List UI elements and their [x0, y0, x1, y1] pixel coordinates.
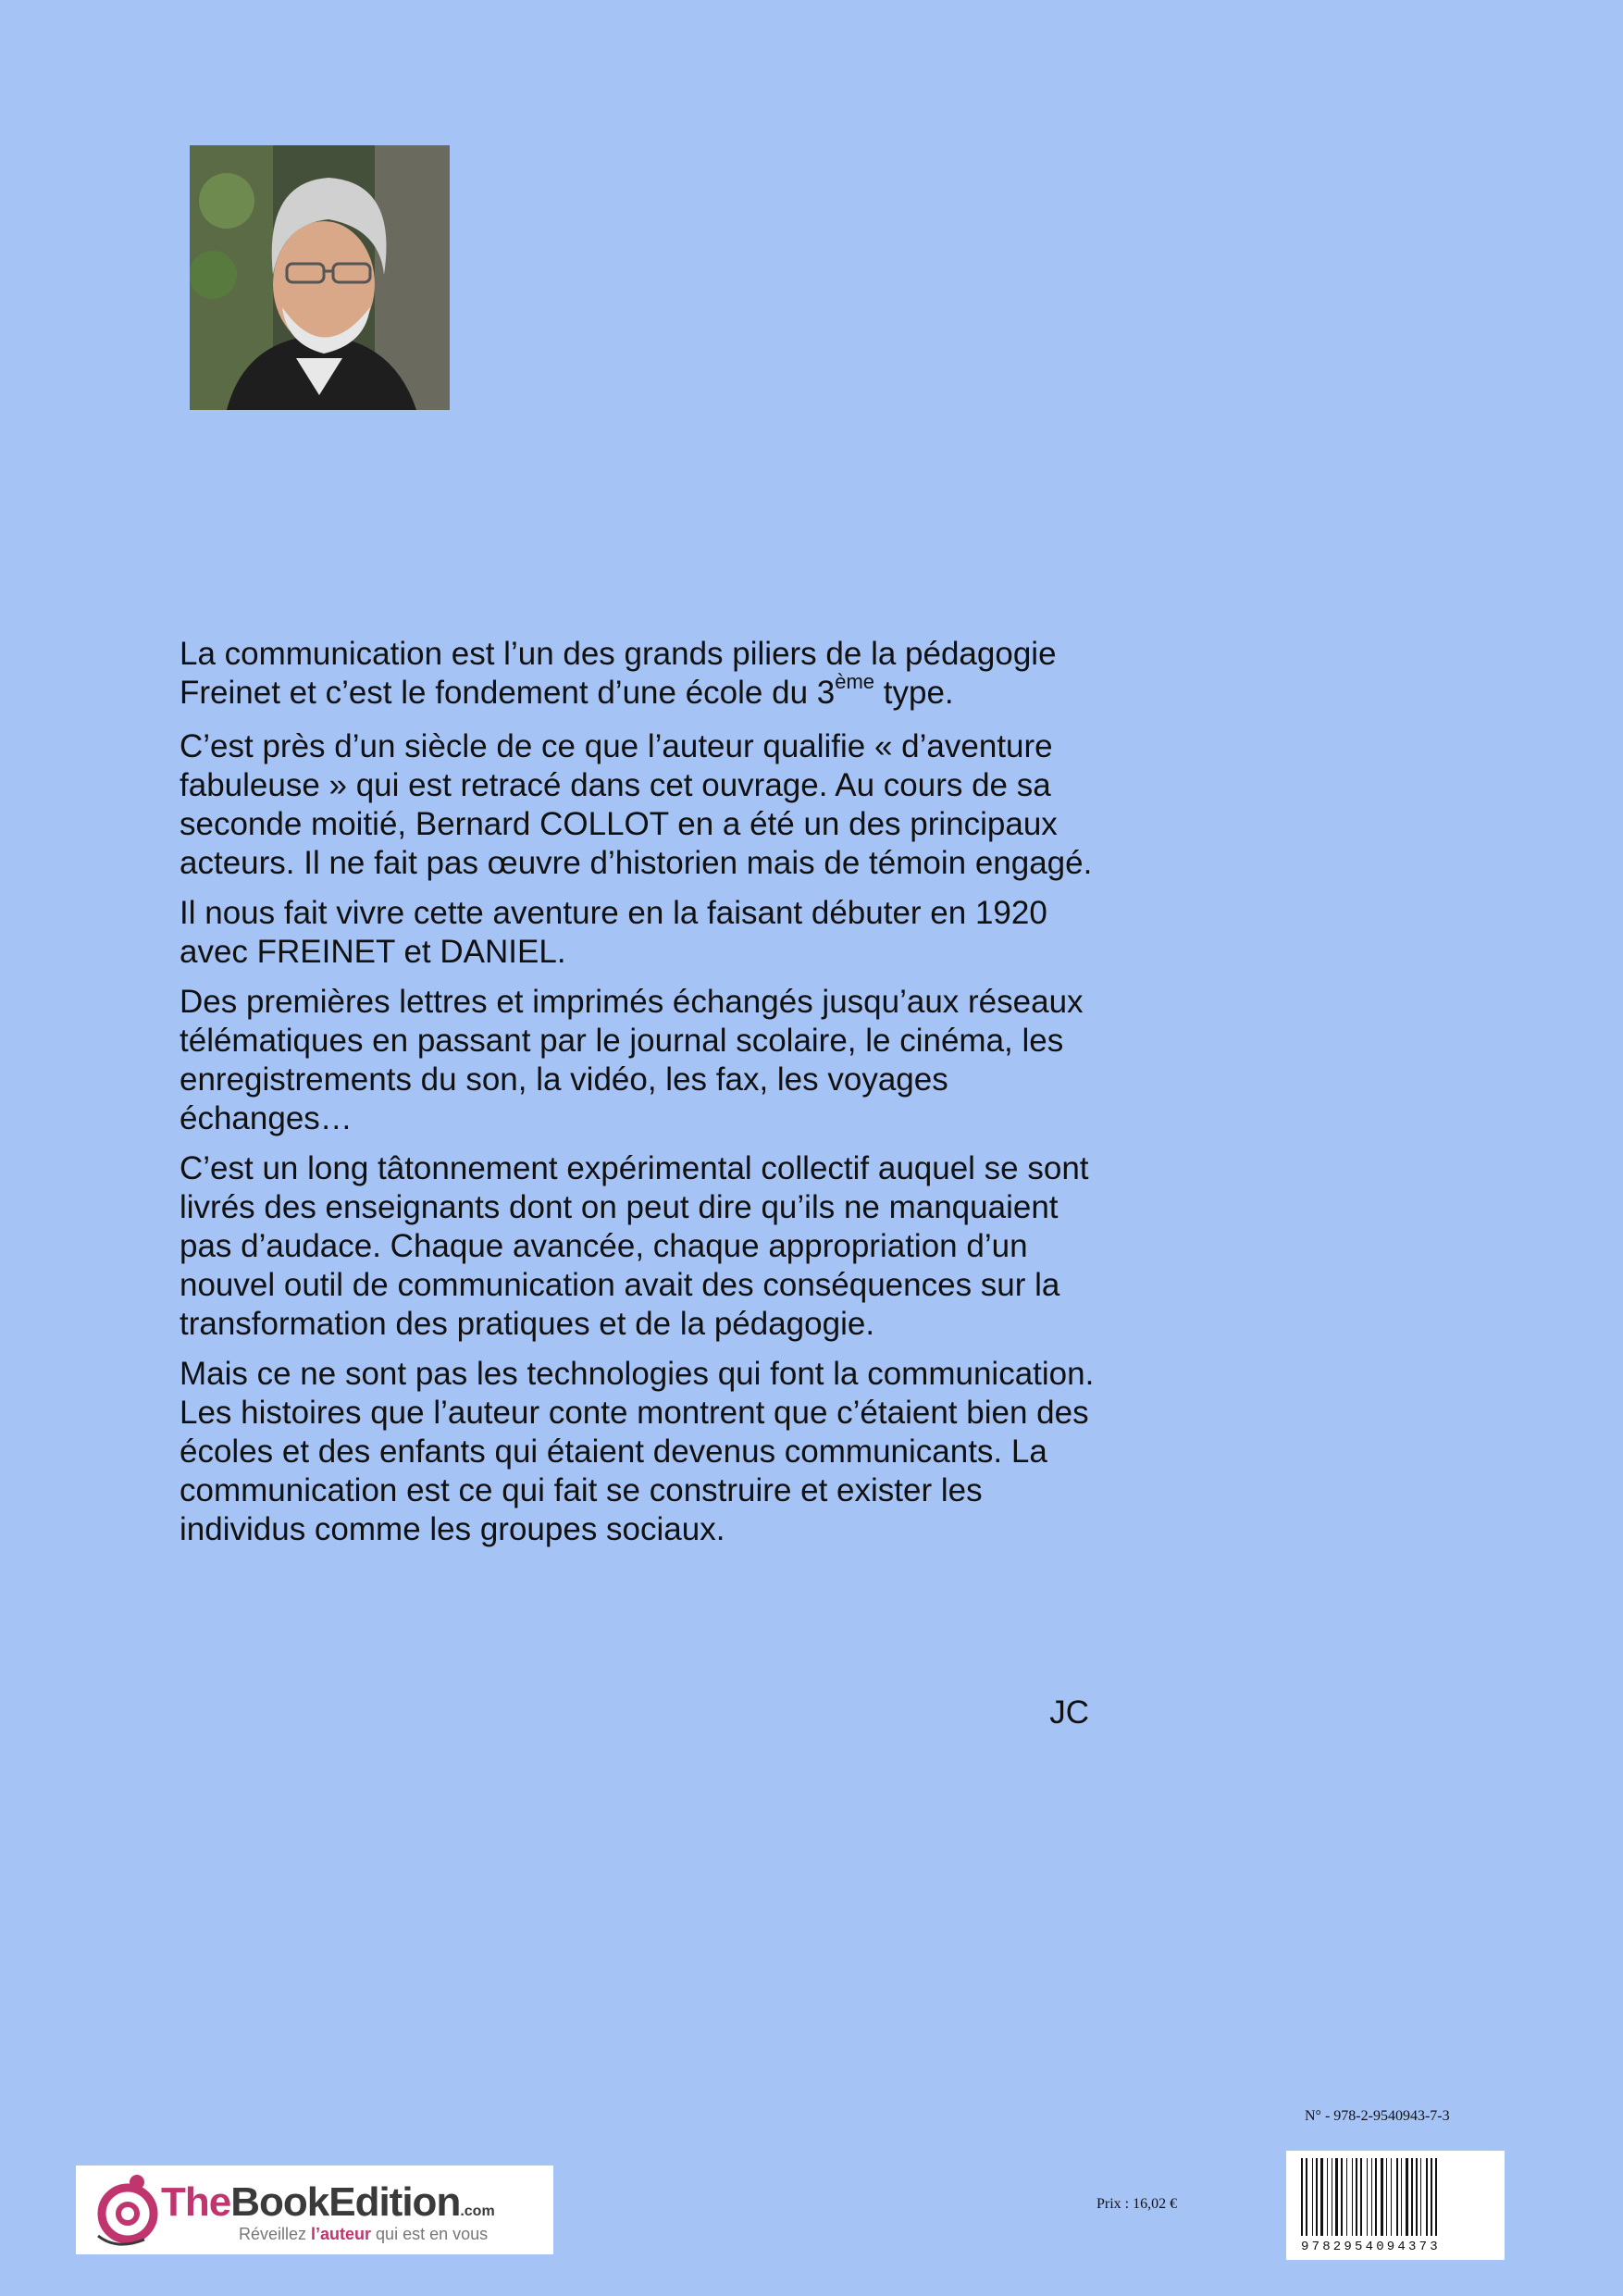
publisher-mark-icon — [89, 2171, 167, 2249]
tagline-start: Réveillez — [239, 2225, 312, 2243]
publisher-name-the: The — [161, 2179, 231, 2225]
publisher-logo — [76, 2166, 553, 2254]
paragraph-4: Des premières lettres et imprimés échangés jusqu’aux réseaux télématiques en passant par le journal scolaire, le cinéma, les enregistrements du son, la vidéo, les fax, les voyages échanges… — [180, 984, 1084, 1136]
author-photo — [190, 145, 450, 410]
paragraph-1-superscript: ème — [835, 670, 875, 693]
price-label: Prix : 16,02 € — [1096, 2196, 1178, 2212]
tagline-end: qui est en vous — [371, 2225, 489, 2243]
paragraph-2: C’est près d’un siècle de ce que l’auteur qualifie « d’aventure fabuleuse » qui est retracé dans cet ouvrage. Au cours de sa seconde moitié, Bernard COLLOT en a été un des principaux acteurs. Il ne fait pas œuvre d’historien mais de témoin engagé. — [180, 728, 1093, 881]
paragraph-1 — [180, 635, 1096, 716]
barcode-digits: 9782954094373 — [1301, 2240, 1441, 2254]
barcode-icon — [1286, 2151, 1505, 2243]
isbn-label: N° - 978-2-9540943-7-3 — [1305, 2108, 1450, 2124]
publisher-name-book: BookEdition — [230, 2179, 461, 2225]
paragraph-1-text: La communication est l’un des grands piliers de la pédagogie Freinet et c’est le fondement d’une école du 3 — [180, 636, 1057, 711]
paragraph-6: Mais ce ne sont pas les technologies qui font la communication. Les histoires que l’auteur conte montrent que c’étaient bien des écoles et des enfants qui étaient devenus communicants. La communication est ce qui fait se construire et exister les individus comme les groupes sociaux. — [180, 1356, 1095, 1547]
paragraph-3: Il nous fait vivre cette aventure en la faisant débuter en 1920 avec FREINET et DANIEL. — [180, 895, 1047, 970]
author-portrait-icon — [190, 145, 450, 410]
tagline-highlight: l’auteur — [311, 2225, 372, 2243]
isbn-barcode — [1286, 2151, 1505, 2260]
back-cover-text — [180, 635, 1096, 1560]
signature: JC — [1049, 1694, 1089, 1731]
paragraph-1-end: type. — [874, 675, 954, 711]
publisher-name-com: .com — [460, 2203, 495, 2219]
paragraph-5: C’est un long tâtonnement expérimental collectif auquel se sont livrés des enseignants dont on peut dire qu’ils ne manquaient pas d’audace. Chaque avancée, chaque appropriation d’un nouvel outil de communication avait des conséquences sur la transformation des pratiques et de la pédagogie. — [180, 1150, 1089, 1342]
publisher-tagline — [239, 2225, 488, 2244]
